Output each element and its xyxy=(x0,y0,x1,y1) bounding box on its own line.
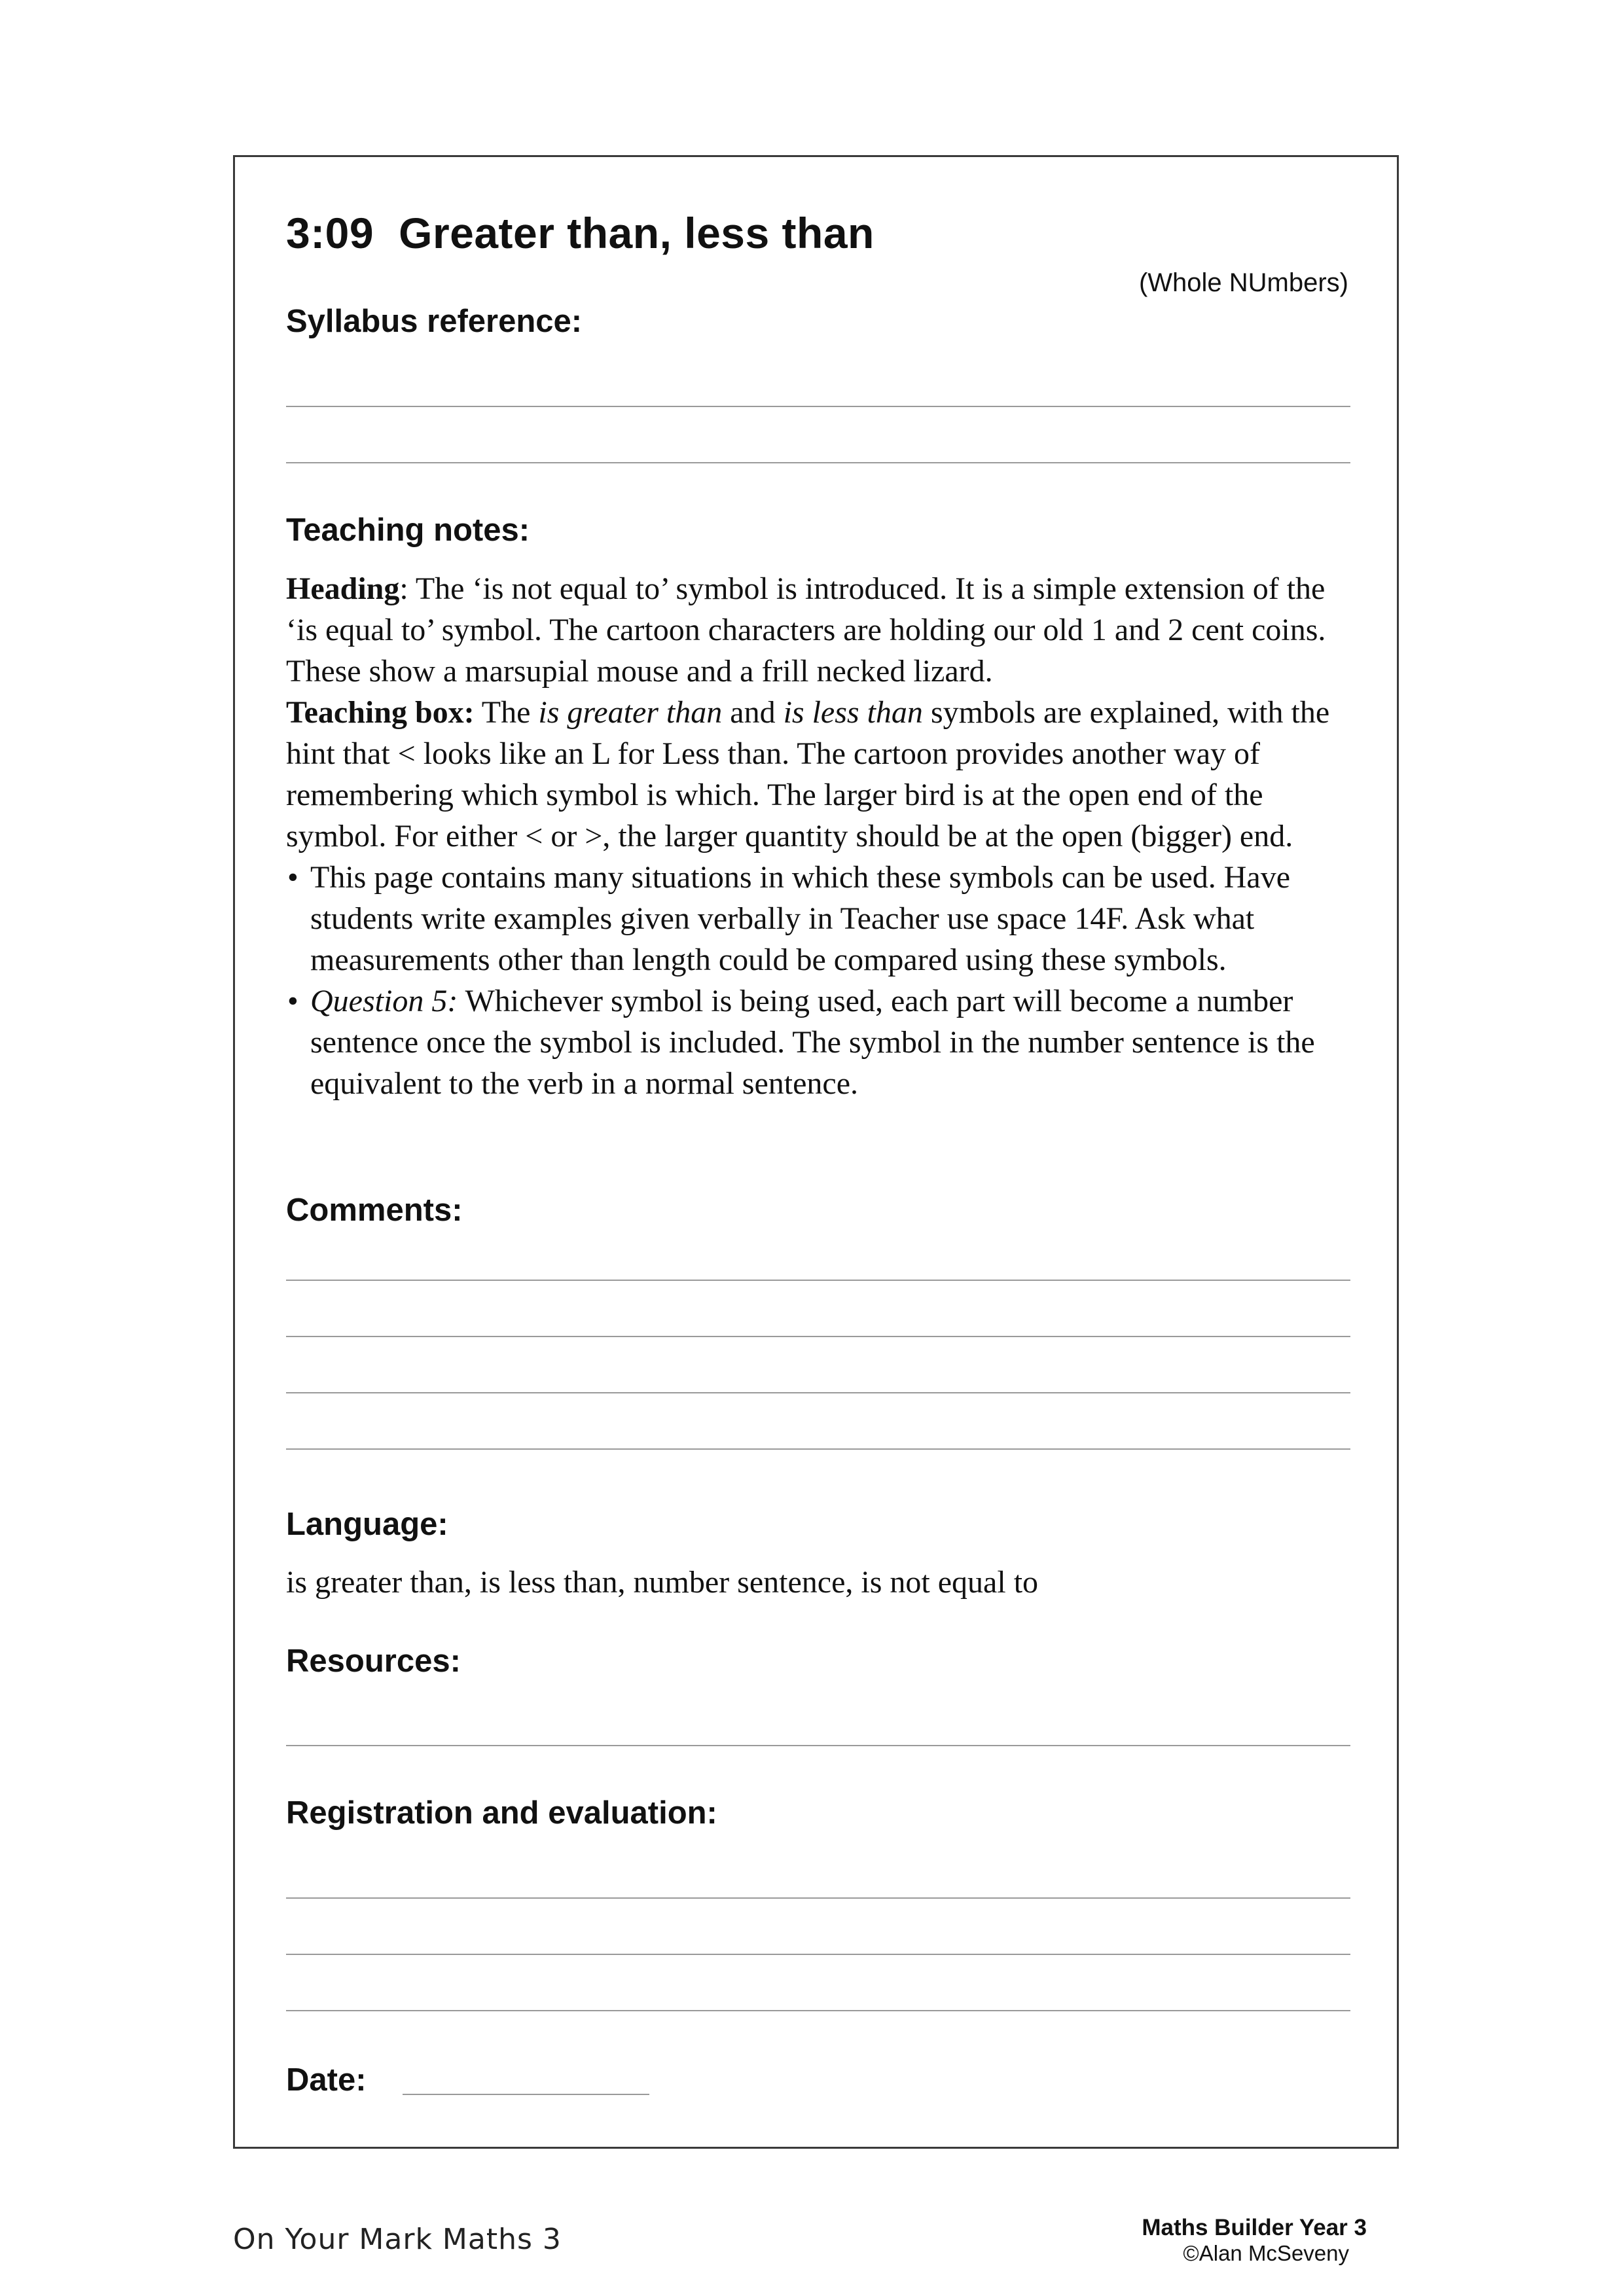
comments-line-2 xyxy=(286,1336,1350,1337)
heading-note-text: : The ‘is not equal to’ symbol is introduced. It is a simple extension of the ‘is equal to’ symbol. The cartoon characters are holding our old 1 and 2 cent coins. These show a marsupial mouse and a frill necked lizard. xyxy=(286,571,1326,689)
lesson-title: Greater than, less than xyxy=(399,209,875,257)
teaching-box-text: and xyxy=(722,695,784,730)
registration-line-1 xyxy=(286,1897,1350,1899)
list-item: • This page contains many situations in which these symbols can be used. Have students write examples given verbally in Teacher use space 14F. Ask what measurements other than length could be compared using these symbols. xyxy=(286,857,1360,980)
syllabus-heading: Syllabus reference: xyxy=(286,304,583,339)
teaching-box-text: symbols are explained, with the hint that < looks like an L for Less than. The cartoon provides another way of remembering which symbol is which. The larger bird is at the open end of the symbol. For either < or >, the larger quantity should be at the open (bigger) end. xyxy=(286,695,1330,853)
language-heading: Language: xyxy=(286,1507,448,1542)
footer-copyright: ©Alan McSeveny xyxy=(1183,2241,1349,2265)
topic-subtitle: (Whole NUmbers) xyxy=(1138,268,1348,297)
teaching-notes-heading: Teaching notes: xyxy=(286,512,530,548)
comments-line-3 xyxy=(286,1392,1350,1393)
date-heading: Date: xyxy=(286,2062,367,2098)
heading-note xyxy=(286,568,1360,692)
resources-line xyxy=(286,1745,1350,1746)
date-line xyxy=(403,2094,649,2095)
teaching-notes-body xyxy=(286,568,1360,1104)
resources-heading: Resources: xyxy=(286,1643,461,1679)
language-text: is greater than, is less than, number sentence, is not equal to xyxy=(286,1565,1039,1600)
teaching-box-text: The xyxy=(474,695,539,730)
teaching-box-emphasis: is greater than xyxy=(538,695,723,730)
registration-line-2 xyxy=(286,1954,1350,1955)
registration-heading: Registration and evaluation: xyxy=(286,1795,717,1831)
page-frame xyxy=(233,155,1399,2149)
footer-book-title: Maths Builder Year 3 xyxy=(1142,2215,1367,2240)
syllabus-line-1 xyxy=(286,406,1350,407)
registration-line-3 xyxy=(286,2010,1350,2011)
comments-heading: Comments: xyxy=(286,1193,463,1228)
heading-note-label: Heading xyxy=(286,571,400,606)
question-reference: Question 5: xyxy=(310,984,458,1018)
lesson-number: 3:09 xyxy=(286,209,374,257)
teaching-box-note xyxy=(286,692,1360,857)
teaching-box-label: Teaching box: xyxy=(286,695,475,730)
comments-line-4 xyxy=(286,1448,1350,1450)
comments-line-1 xyxy=(286,1280,1350,1281)
list-item xyxy=(286,980,1360,1104)
notes-bullet-list xyxy=(286,857,1360,1104)
footer-series-title: On Your Mark Maths 3 xyxy=(233,2223,562,2256)
syllabus-line-2 xyxy=(286,462,1350,463)
bullet-text: Whichever symbol is being used, each part will become a number sentence once the symbol is included. The symbol in the number sentence is the equivalent to the verb in a normal sentence. xyxy=(310,984,1315,1101)
teaching-box-emphasis: is less than xyxy=(783,695,923,730)
page-title xyxy=(286,208,875,258)
